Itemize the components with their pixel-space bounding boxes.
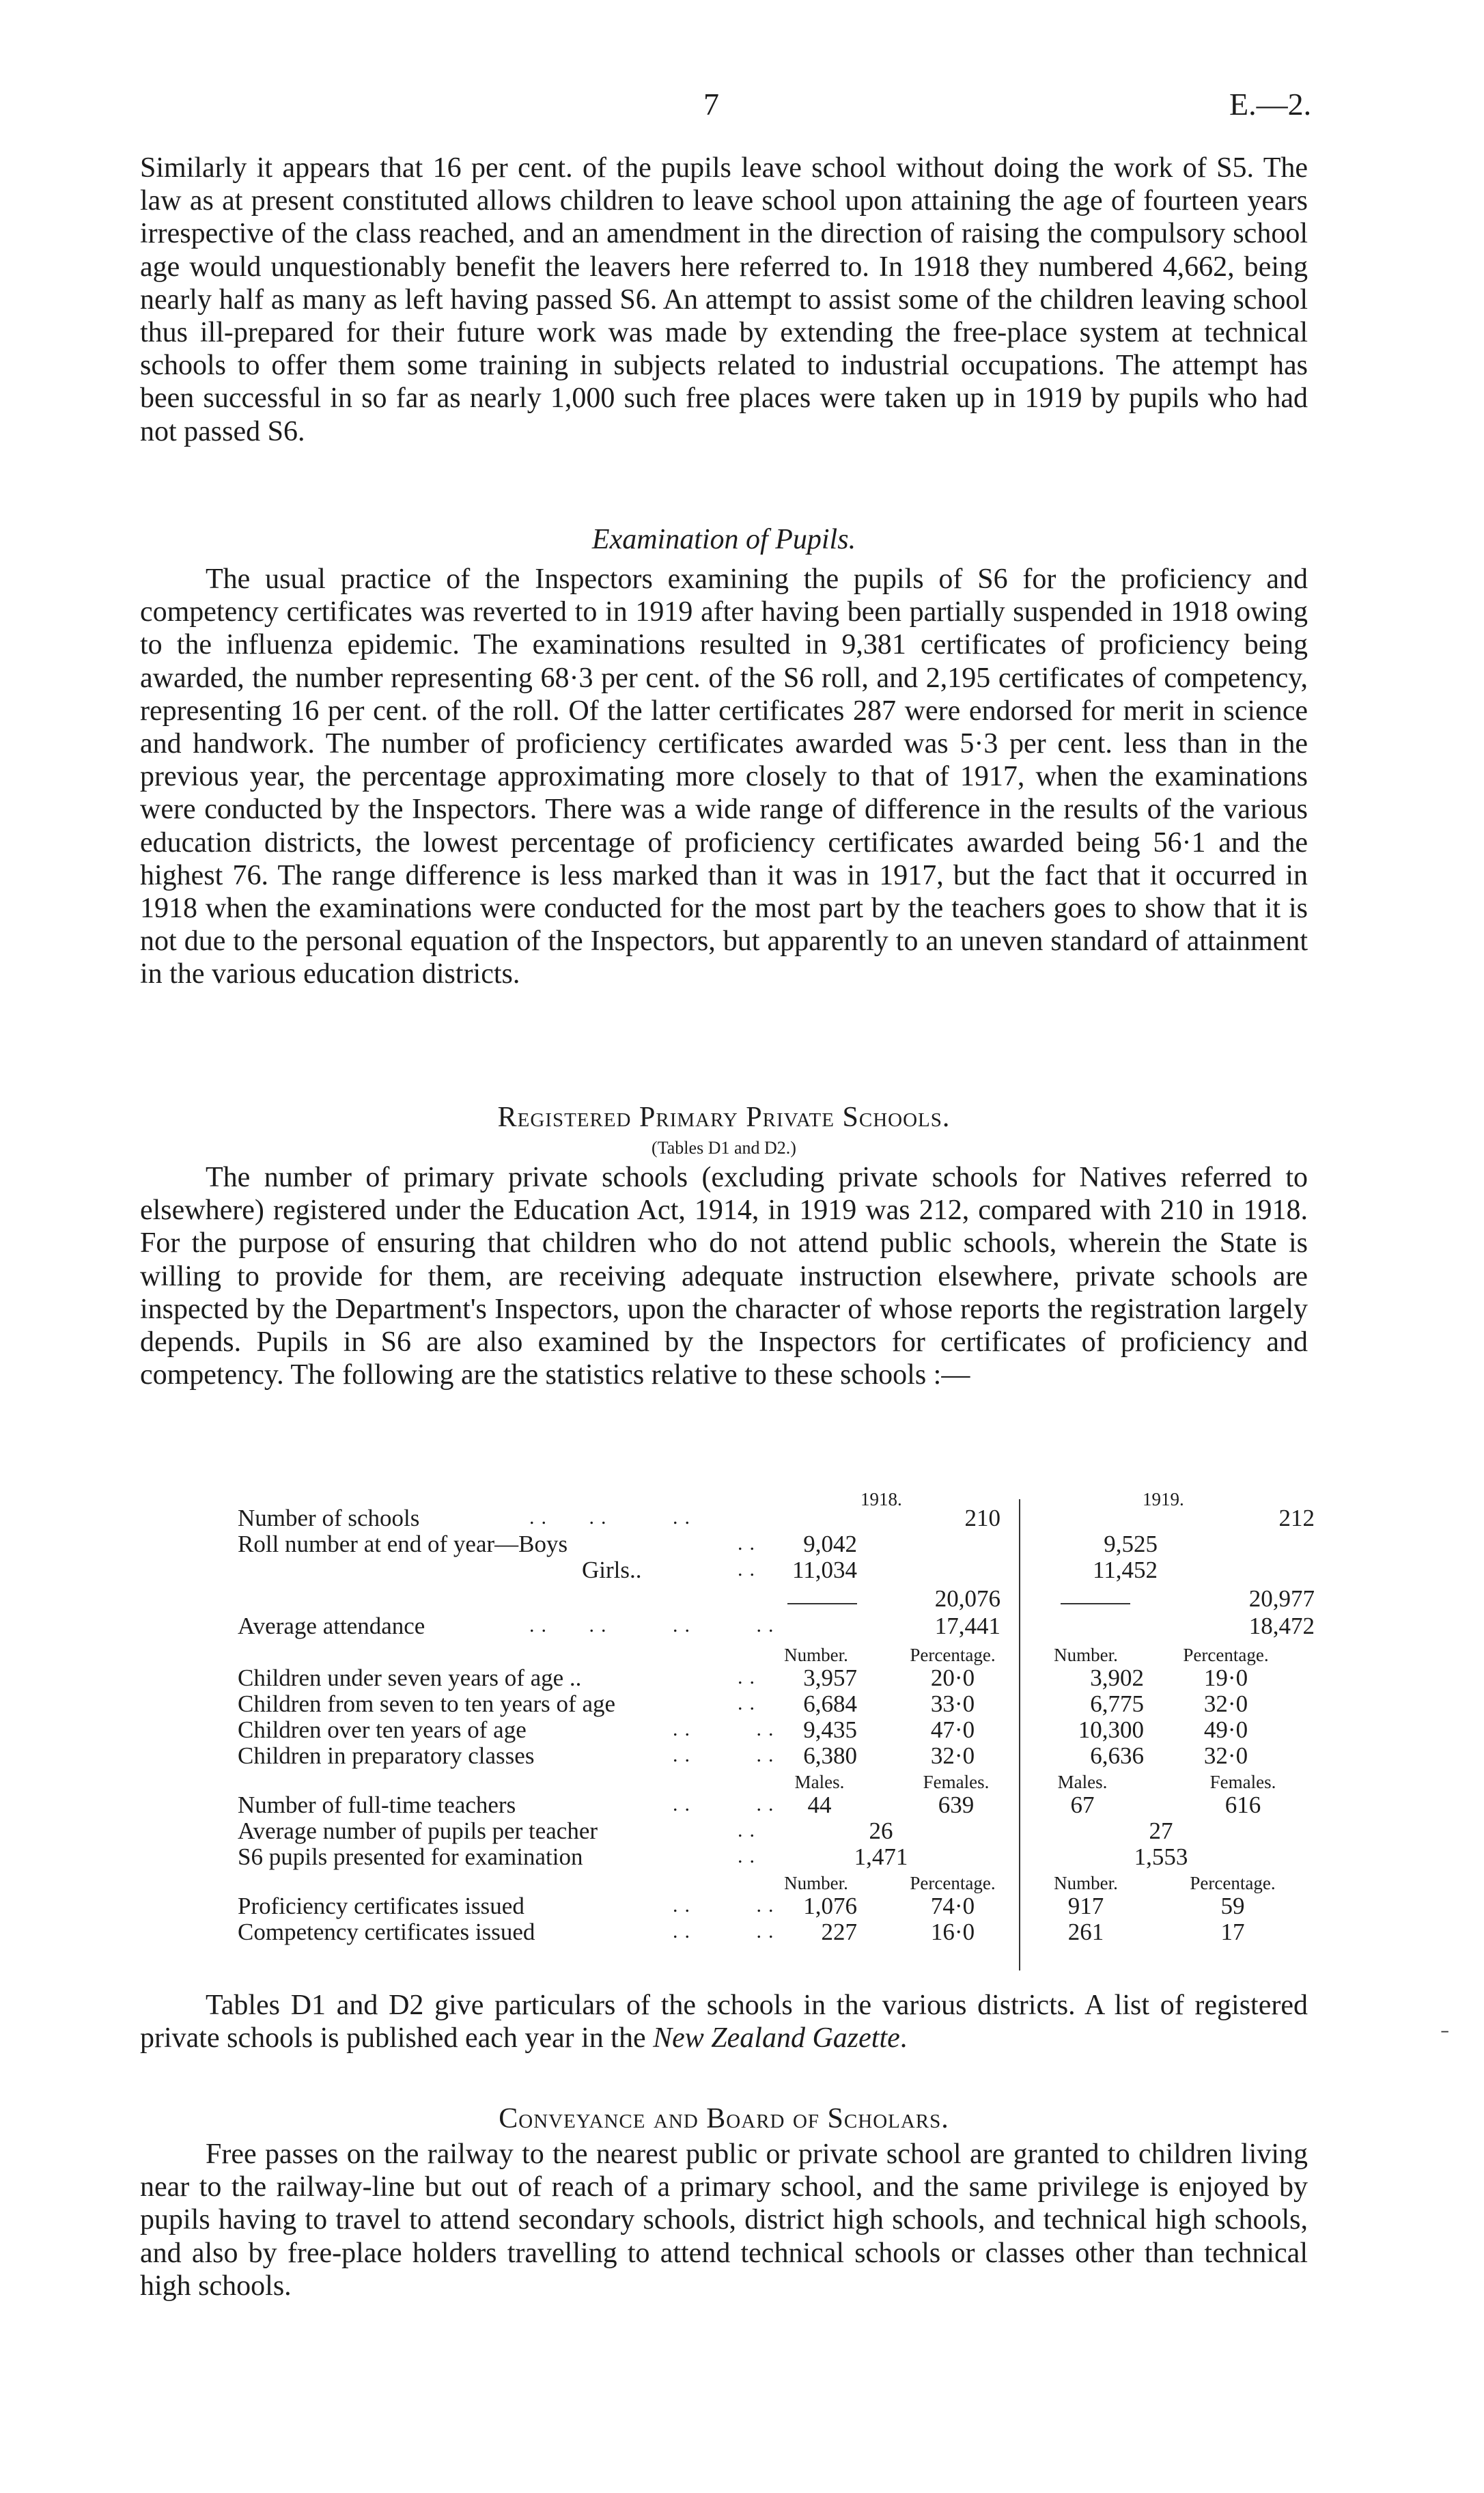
year-header-1918: 1918.	[860, 1489, 902, 1509]
sum-rule-1919	[1061, 1603, 1130, 1604]
tables-reference-note: (Tables D1 and D2.)	[652, 1138, 796, 1158]
cert-header-number-1919: Number.	[1054, 1873, 1118, 1893]
teachers-females-1918: 639	[938, 1792, 975, 1818]
teachers-females-1919: 616	[1224, 1792, 1261, 1818]
paragraph-private-schools: The number of primary private schools (excluding private schools for Natives referred to elsewhere) registered under the Education Act, 1914, in 1919 was 212, compared with 210 in 1918. For the purpose of ensuring that children who do not attend public schools, wherein the State is willing to provide for them, are receiving adequate instruction elsewhere, private schools are inspected by the Department's Inspectors, upon the character of whose reports the registration largely depends. Pupils in S6 are also examined by the Inspectors for certificates of proficiency and competency. The following are the statistics relative to these schools :—	[140, 1162, 1308, 1391]
cert-number-1918: 227	[821, 1919, 857, 1945]
leader-dots: ..	[738, 1558, 761, 1580]
row-label-teachers: Number of full-time teachers	[238, 1792, 516, 1818]
age-percentage-1919: 32·0	[1203, 1742, 1248, 1769]
leader-dots: .. .. .. ..	[529, 1614, 781, 1637]
paragraph-leavers: Similarly it appears that 16 per cent. of the pupils leave school without doing the work of S5. The law as at present constituted allows children to leave school upon attaining the age of fourteen years irrespective of the class reached, and an amendment in the direction of raising the compulsory school age would unquestionably benefit the leavers here referred to. In 1918 they numbered 4,662, being nearly half as many as left having passed S6. An attempt to assist some of the children leaving school thus ill-prepared for their future work was made by extending the free-place system at technical schools to offer them some training in subjects related to industrial occupations. The attempt has been successful in so far as nearly 1,000 such free places were taken up in 1919 by pupils who had not passed S6.	[140, 152, 1308, 447]
year-header-1919: 1919.	[1143, 1489, 1184, 1509]
leader-dots: ..	[738, 1666, 761, 1688]
age-number-1918: 6,380	[803, 1742, 857, 1769]
leader-dots: ..	[738, 1819, 761, 1841]
cert-row-label: Competency certificates issued	[238, 1919, 535, 1945]
page-reference: E.—2.	[1229, 87, 1312, 122]
page-number: 7	[703, 87, 719, 122]
boys-1918: 9,042	[803, 1531, 857, 1557]
row-label-number-of-schools: Number of schools	[238, 1505, 420, 1531]
cert-header-percentage-1918: Percentage.	[910, 1873, 996, 1893]
age-percentage-1918: 20·0	[930, 1665, 975, 1691]
age-percentage-1919: 32·0	[1203, 1690, 1248, 1717]
teacher-header-females-1919: Females.	[1209, 1772, 1276, 1792]
heading-registered-primary-private-schools: Registered Primary Private Schools.	[497, 1102, 951, 1133]
leader-dots: .. .. ..	[529, 1506, 697, 1529]
s6-presented-1918: 1,471	[854, 1843, 908, 1870]
sum-rule-1918	[787, 1603, 857, 1604]
girls-1919: 11,452	[1093, 1557, 1158, 1583]
attendance-1919: 18,472	[1248, 1613, 1315, 1639]
age-number-1919: 6,775	[1090, 1690, 1144, 1717]
teachers-males-1918: 44	[807, 1792, 832, 1818]
age-row-label: Children under seven years of age ..	[238, 1665, 582, 1691]
cert-number-1918: 1,076	[803, 1893, 857, 1919]
cert-header-percentage-1919: Percentage.	[1190, 1873, 1276, 1893]
cert-row-label: Proficiency certificates issued	[238, 1893, 524, 1919]
heading-examination-of-pupils: Examination of Pupils.	[591, 524, 856, 555]
age-number-1919: 6,636	[1090, 1742, 1144, 1769]
schools-1919: 212	[1278, 1505, 1315, 1531]
age-percentage-1919: 19·0	[1203, 1665, 1248, 1691]
age-number-1919: 3,902	[1090, 1665, 1144, 1691]
gazette-title: New Zealand Gazette	[653, 2022, 900, 2055]
leader-dots: .. ..	[673, 1744, 781, 1766]
girls-1918: 11,034	[792, 1557, 857, 1583]
age-header-number-1918: Number.	[784, 1645, 848, 1665]
pupils-per-teacher-1918: 26	[869, 1817, 893, 1844]
leader-dots: .. ..	[673, 1894, 781, 1917]
teacher-header-males-1918: Males.	[794, 1772, 845, 1792]
teachers-males-1919: 67	[1070, 1792, 1095, 1818]
cert-percentage-1919: 17	[1220, 1919, 1245, 1945]
attendance-1918: 17,441	[934, 1613, 1000, 1639]
teacher-header-males-1919: Males.	[1057, 1772, 1108, 1792]
pupils-per-teacher-1919: 27	[1149, 1817, 1173, 1844]
tables-text-end: .	[899, 2022, 908, 2055]
leader-dots: ..	[738, 1692, 761, 1714]
leader-dots: .. ..	[673, 1793, 781, 1815]
margin-mark: ˗	[1441, 2016, 1449, 2042]
leader-dots: ..	[738, 1532, 761, 1555]
age-row-label: Children over ten years of age	[238, 1716, 527, 1743]
age-header-percentage-1919: Percentage.	[1183, 1645, 1269, 1665]
cert-header-number-1918: Number.	[784, 1873, 848, 1893]
age-number-1918: 3,957	[803, 1665, 857, 1691]
age-percentage-1918: 32·0	[930, 1742, 975, 1769]
cert-number-1919: 917	[1067, 1893, 1104, 1919]
row-label-s6-presented: S6 pupils presented for examination	[238, 1843, 583, 1870]
cert-percentage-1918: 74·0	[930, 1893, 975, 1919]
teacher-header-females-1918: Females.	[923, 1772, 990, 1792]
roll-total-1918: 20,076	[934, 1585, 1000, 1612]
cert-percentage-1918: 16·0	[930, 1919, 975, 1945]
age-number-1918: 9,435	[803, 1716, 857, 1743]
row-label-roll-girls: Girls..	[582, 1557, 642, 1583]
age-row-label: Children from seven to ten years of age	[238, 1690, 616, 1717]
leader-dots: .. ..	[673, 1920, 781, 1942]
column-divider	[1019, 1499, 1020, 1970]
age-percentage-1919: 49·0	[1203, 1716, 1248, 1743]
s6-presented-1919: 1,553	[1134, 1843, 1188, 1870]
age-percentage-1918: 33·0	[930, 1690, 975, 1717]
row-label-roll-boys: Roll number at end of year—Boys	[238, 1531, 568, 1557]
private-schools-statistics-table	[140, 1486, 1315, 1977]
age-number-1919: 10,300	[1078, 1716, 1144, 1743]
paragraph-conveyance: Free passes on the railway to the nearest public or private school are granted to children living near to the railway-line but out of reach of a primary school, and the same privilege is enjoyed by pupils having to travel to attend secondary schools, district high schools, and technical high schools, and also by free-place holders travelling to attend technical schools or classes other than technical high schools.	[140, 2139, 1308, 2302]
age-percentage-1918: 47·0	[930, 1716, 975, 1743]
boys-1919: 9,525	[1104, 1531, 1158, 1557]
row-label-pupils-per-teacher: Average number of pupils per teacher	[238, 1817, 598, 1844]
age-number-1918: 6,684	[803, 1690, 857, 1717]
cert-number-1919: 261	[1067, 1919, 1104, 1945]
paragraph-examination: The usual practice of the Inspectors examining the pupils of S6 for the proficiency and competency certificates was reverted to in 1919 after having been partially suspended in 1918 owing to the influenza epidemic. The examinations resulted in 9,381 certificates of proficiency being awarded, the number representing 68·3 per cent. of the S6 roll, and 2,195 certificates of competency, representing 16 per cent. of the roll. Of the latter certificates 287 were endorsed for merit in science and handwork. The number of proficiency certificates awarded was 5·3 per cent. less than in the previous year, the percentage approximating more closely to that of 1917, when the examinations were conducted by the Inspectors. There was a wide range of difference in the results of the various education districts, the lowest percentage of proficiency certificates awarded being 56·1 and the highest 76. The range difference is less marked than it was in 1917, but the fact that it occurred in 1918 when the examinations were conducted for the most part by the teachers goes to show that it is not due to the personal equation of the Inspectors, but apparently to an uneven standard of attainment in the various education districts.	[140, 563, 1308, 990]
leader-dots: ..	[738, 1845, 761, 1867]
leader-dots: .. ..	[673, 1718, 781, 1740]
tables-text: Tables D1 and D2 give particulars of the schools in the various districts. A list of registered private schools is published each year in the	[140, 1990, 1308, 2055]
age-row-label: Children in preparatory classes	[238, 1742, 535, 1769]
age-header-percentage-1918: Percentage.	[910, 1645, 996, 1665]
roll-total-1919: 20,977	[1248, 1585, 1315, 1612]
row-label-average-attendance: Average attendance	[238, 1613, 425, 1639]
heading-conveyance-and-board: Conveyance and Board of Scholars.	[499, 2103, 949, 2134]
schools-1918: 210	[964, 1505, 1000, 1531]
paragraph-tables-d1-d2	[140, 1989, 1308, 2055]
age-header-number-1919: Number.	[1054, 1645, 1118, 1665]
cert-percentage-1919: 59	[1220, 1893, 1245, 1919]
